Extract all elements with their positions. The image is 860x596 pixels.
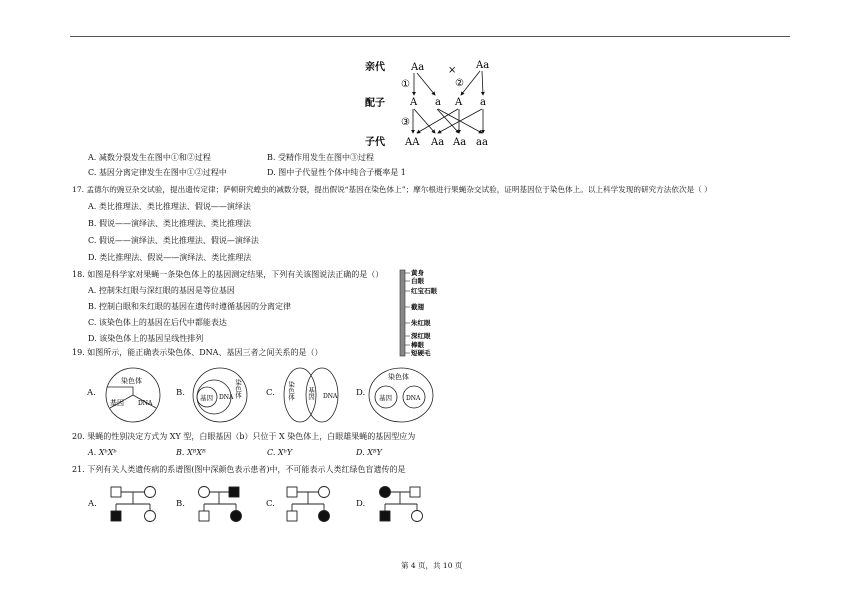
q17-option-d: D. 类比推理法、假说——演绎法、类比推理法 [88, 253, 252, 262]
q20-option-d: D. XᴮY [356, 448, 382, 457]
q19-diagram-b [184, 365, 256, 425]
genetic-cross-diagram [355, 52, 505, 152]
parent-generation-label: 亲代 [365, 62, 385, 73]
dna-label: DNA [323, 393, 338, 400]
q19-diagram-c [278, 365, 348, 425]
gamete-2: a [435, 97, 441, 108]
gamete-1: A [410, 97, 418, 108]
offspring-generation-label: 子代 [365, 137, 385, 148]
step-1-marker: ① [401, 79, 410, 90]
gene-label-7: 棒眼 [411, 341, 424, 349]
q20-option-c: C. XᵇY [267, 448, 293, 457]
q21-option-d-label: D. [356, 499, 366, 509]
q18-option-c: C. 该染色体上的基因在后代中都能表达 [88, 318, 227, 327]
offspring-2: Aa [431, 137, 445, 148]
q19-stem: 19. 如图所示，能正确表示染色体、DNA、基因三者之间关系的是（） [72, 348, 323, 357]
q20-option-a: A. XᵇXᵇ [88, 448, 117, 457]
q21-stem: 21. 下列有关人类遗传病的系谱图(图中深颜色表示患者)中，不可能表示人类红绿色盲遗传的是 [72, 465, 406, 474]
gamete-label: 配子 [365, 98, 385, 109]
parent2-genotype: Aa [476, 60, 490, 71]
q21-option-c-label: C. [266, 499, 275, 509]
gene-label-4: 截翅 [411, 303, 424, 311]
offspring-1: AA [405, 137, 420, 148]
q21-option-a-label: A. [88, 499, 97, 509]
q19-option-a-label: A. [87, 388, 96, 398]
offspring-4: aa [476, 137, 488, 148]
q19-diagram-a [98, 365, 168, 425]
parent1-genotype: Aa [411, 62, 425, 73]
q18-option-d: D. 该染色体上的基因呈线性排列 [88, 334, 204, 343]
chromosome-label: 染色体 [287, 381, 295, 401]
offspring-3: Aa [453, 137, 467, 148]
pedigree-b [196, 484, 254, 528]
gene-label-1: 黄身 [411, 269, 424, 277]
gene-label-6: 深红眼 [411, 332, 431, 340]
gamete-3: A [455, 97, 463, 108]
step-2-marker: ② [455, 78, 464, 89]
gene-label: 基因 [307, 387, 315, 400]
q18-stem: 18. 如图是科学家对果蝇一条染色体上的基因测定结果，下列有关该图说法正确的是（） [72, 270, 384, 279]
chromosome-label: 染色体 [388, 373, 409, 381]
gene-label-5: 朱红眼 [411, 319, 431, 327]
gene-label: 基因 [200, 394, 213, 402]
header-rule [70, 36, 790, 37]
q19-option-c-label: C. [266, 388, 275, 398]
gamete-4: a [480, 97, 486, 108]
q16-option-b: B. 受精作用发生在图中③过程 [267, 153, 374, 162]
gene-label-8: 短硬毛 [411, 349, 431, 357]
q18-option-a: A. 控制朱红眼与深红眼的基因是等位基因 [88, 286, 235, 295]
chromosome-label: 染色体 [121, 377, 142, 385]
q19-diagram-d [366, 365, 436, 425]
q16-option-c: C. 基因分离定律发生在图中①②过程中 [88, 168, 227, 177]
pedigree-d [377, 484, 435, 528]
cross-sign: × [448, 65, 457, 76]
dna-label: DNA [406, 395, 421, 402]
gene-label-3: 红宝石眼 [411, 287, 437, 295]
q17-stem: 17. 孟德尔的豌豆杂交试验，提出遗传定律；萨顿研究蝗虫的减数分裂，提出假说“基因在染色体上”；摩尔根进行果蝇杂交试验，证明基因位于染色体上。以上科学发现的研究方法依次是（ ） [72, 185, 712, 194]
pedigree-a [108, 484, 166, 528]
q19-option-d-label: D. [356, 388, 366, 398]
q18-option-b: B. 控制白眼和朱红眼的基因在遗传时遵循基因的分离定律 [88, 302, 291, 311]
q20-stem: 20. 果蝇的性别决定方式为 XY 型，白眼基因（b）只位于 X 染色体上，白眼雄果蝇的基因型应为 [72, 432, 416, 441]
q20-option-b: B. XᴮXᴮ [176, 448, 206, 457]
chromosome-gene-map [396, 266, 456, 361]
dna-label: DNA [219, 394, 234, 401]
q17-option-c: C. 假说——演绎法、类比推理法、假说—演绎法 [88, 236, 259, 245]
q17-option-a: A. 类比推理法、类比推理法、假说——演绎法 [88, 202, 251, 211]
gene-label-2: 白眼 [411, 277, 424, 285]
page-footer: 第 4 页，共 10 页 [401, 561, 463, 570]
chromosome-label: 染色体 [234, 379, 242, 399]
dna-label: DNA [138, 400, 153, 407]
q17-option-b: B. 假说——演绎法、类比推理法、类比推理法 [88, 219, 251, 228]
pedigree-c [284, 484, 342, 528]
q19-option-b-label: B. [176, 388, 185, 398]
q16-option-a: A. 减数分裂发生在图中①和②过程 [88, 153, 211, 162]
step-3-marker: ③ [401, 117, 410, 128]
q16-option-d: D. 图中子代显性个体中纯合子概率是 1 [267, 168, 406, 177]
q21-option-b-label: B. [176, 499, 185, 509]
gene-label: 基因 [110, 399, 124, 407]
gene-label: 基因 [379, 394, 392, 402]
